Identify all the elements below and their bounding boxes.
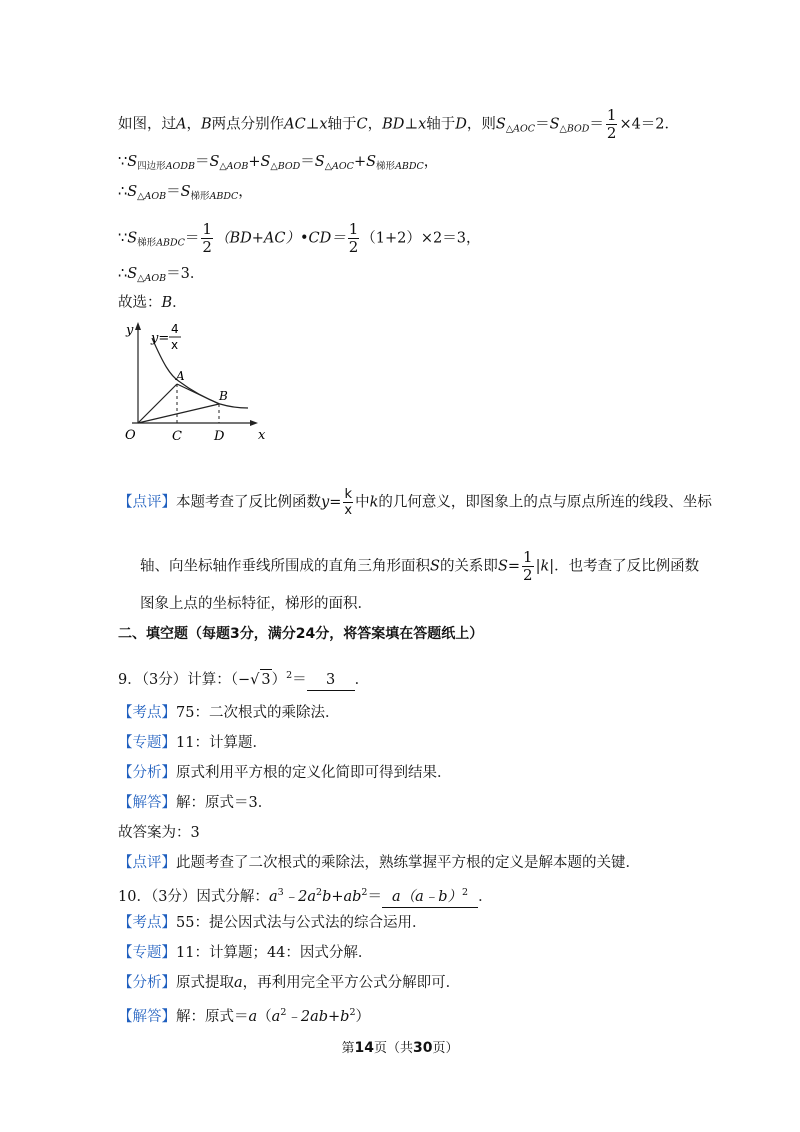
text: 11：计算题；44：因式分解． (176, 945, 373, 961)
var-s: S (314, 154, 325, 170)
numerator: 1 (348, 220, 359, 238)
fraction-k-over-x (343, 488, 353, 517)
tag: 【考点】 (118, 915, 176, 931)
comment-line-1 (118, 488, 712, 517)
q10-jieda (118, 1003, 370, 1027)
tag: 【专题】 (118, 945, 176, 961)
plus: + (248, 154, 261, 170)
point-a-label: A (176, 369, 185, 383)
q9-zhuanti (118, 733, 267, 753)
solution-line-4 (118, 222, 481, 255)
subscript: △AOC (505, 123, 536, 135)
text: ， (367, 116, 383, 133)
q9-fenxi (118, 763, 452, 783)
text: ． (354, 672, 370, 688)
y-axis-arrow (135, 322, 141, 330)
equals: ＝ (300, 154, 315, 170)
var-x: x (418, 116, 427, 133)
numerator: 1 (606, 106, 617, 124)
hyperbola-curve (152, 338, 248, 408)
x-axis-arrow (250, 420, 258, 426)
denominator: 2 (202, 238, 212, 256)
segment-oa (138, 384, 177, 423)
q9-dianping (118, 853, 640, 873)
text: 页（共 (373, 1041, 413, 1056)
expr: ﹣2a (283, 889, 317, 905)
fraction-half (201, 222, 213, 255)
text: ， (423, 154, 439, 170)
expr: b+ab (322, 889, 362, 905)
page-footer (0, 1037, 800, 1056)
question-number: 9．（3分）计算： (118, 672, 231, 688)
segment-ab (177, 384, 219, 404)
var-a: a (271, 1009, 281, 1025)
tag: 【考点】 (118, 705, 176, 721)
exponent: 2 (286, 670, 293, 681)
answer-blank (382, 883, 478, 908)
subscript: △AOB (219, 161, 249, 172)
text: 如图，过 (118, 116, 176, 133)
var-a: A (176, 116, 187, 133)
comment-line-3 (140, 594, 372, 614)
equals: ＝ (367, 889, 382, 905)
expr: ﹣2ab+b (286, 1009, 350, 1025)
text: 轴、向坐标轴作垂线所围成的直角三角形面积 (140, 558, 430, 575)
function-label-lhs: y= (151, 331, 170, 346)
text: ．也考查了反比例函数 (554, 558, 700, 575)
var-a: a (248, 1009, 258, 1025)
text: 轴于 (327, 116, 357, 133)
var-b: B (200, 116, 212, 133)
subscript: 四边形 (137, 161, 166, 172)
q10-kaodian (118, 913, 426, 933)
equals: ＝ (166, 184, 181, 200)
exponent: 2 (361, 887, 368, 898)
text: 75：二次根式的乘除法． (176, 705, 340, 721)
solution-line-3 (118, 182, 253, 207)
exponent: 2 (280, 1007, 287, 1018)
var-s: S (180, 184, 191, 200)
fraction-half (606, 108, 618, 141)
subscript: ABDC (156, 237, 185, 249)
subscript: △AOC (324, 161, 354, 172)
subscript: △AOB (137, 191, 167, 202)
fraction-half (522, 550, 534, 583)
perp-symbol: ⊥ (305, 116, 320, 133)
text: ，再利用完全平方公式分解即可． (242, 975, 461, 991)
var-s: S (127, 266, 138, 282)
text: ． (172, 295, 187, 311)
point-b-label: B (219, 389, 228, 403)
equals: ＝ (535, 116, 550, 133)
tag: 【专题】 (118, 735, 176, 751)
subscript: ABDC (209, 191, 239, 202)
text: ， (238, 184, 253, 200)
equals: ＝ (589, 116, 604, 133)
var-s: S (127, 184, 138, 200)
because-symbol: ∵ (118, 154, 128, 170)
text: ×4＝2． (619, 116, 680, 133)
perp-symbol: ⊥ (404, 116, 419, 133)
text: （ (257, 1009, 272, 1025)
text: 11：计算题． (176, 735, 267, 751)
text: ，则 (466, 116, 496, 133)
denominator: 2 (348, 238, 359, 256)
text: 55：提公因式法与公式法的综合运用． (176, 915, 427, 931)
because-symbol: ∵ (118, 230, 128, 247)
function-label-den: x (171, 338, 179, 352)
solution-line-5 (118, 264, 204, 289)
paren: ） (271, 672, 287, 688)
y-axis-label: y (126, 323, 134, 338)
var-s: S (127, 230, 138, 247)
answer: a（a﹣b） (391, 889, 463, 905)
var-s: S (497, 558, 508, 575)
subscript: AODB (165, 161, 195, 172)
tag: 【解答】 (118, 795, 176, 811)
equals: = (507, 558, 521, 575)
text: 两点分别作 (211, 116, 285, 133)
question-9 (118, 666, 369, 691)
var-x: x (319, 116, 328, 133)
text: 中 (355, 494, 370, 511)
text: 的关系即 (439, 558, 498, 575)
section-heading: 二、填空题（每题3分，满分24分，将答案填在答题纸上） (118, 626, 484, 642)
denominator: 2 (523, 566, 533, 584)
text: ＝3． (166, 266, 205, 282)
question-10 (118, 883, 493, 908)
comment-line-2 (140, 550, 699, 583)
sqrt-symbol: √ (250, 672, 260, 688)
comment-tag: 【点评】 (118, 494, 176, 511)
denominator: 2 (606, 124, 617, 142)
text: （1+2）×2＝3， (361, 230, 481, 247)
subscript: 梯形 (137, 237, 157, 249)
equals: ＝ (292, 672, 307, 688)
var-bd: BD (382, 116, 405, 133)
var-s: S (366, 154, 377, 170)
subscript: △AOB (137, 273, 167, 284)
text: 原式利用平方根的定义化简即可得到结果． (176, 765, 452, 781)
text: 解：原式＝3． (176, 795, 273, 811)
numerator: 1 (202, 220, 212, 238)
var-y: y (321, 494, 330, 511)
exponent: 2 (462, 887, 469, 898)
exponent: 3 (277, 887, 284, 898)
function-label-num: 4 (171, 322, 179, 336)
text: 的几何意义，即图象上的点与原点所连的线段、坐标 (378, 494, 712, 511)
numerator: k (344, 487, 352, 502)
text: ， (186, 116, 201, 133)
text: 本题考查了反比例函数 (176, 494, 321, 511)
paren: （ (230, 672, 238, 688)
var-s: S (495, 116, 506, 133)
exponent: 2 (349, 1007, 356, 1018)
text: 解：原式＝ (176, 1009, 249, 1025)
text: 原式提取 (176, 975, 234, 991)
var-d: D (455, 116, 467, 133)
solution-line-6 (118, 293, 187, 313)
text: 轴于 (426, 116, 456, 133)
total-pages: 30 (413, 1040, 433, 1056)
segment-ob (138, 404, 219, 423)
var-s: S (549, 116, 560, 133)
solution-line-2 (118, 152, 438, 177)
point-d-label: D (214, 429, 225, 444)
subscript: △BOD (270, 161, 301, 172)
text: ） (355, 1009, 370, 1025)
solution-line-1 (118, 108, 679, 141)
q10-zhuanti (118, 943, 372, 963)
denominator: x (344, 503, 353, 518)
q9-kaodian (118, 703, 339, 723)
question-number: 10．（3分）因式分解： (118, 889, 269, 905)
var-s: S (127, 154, 138, 170)
radicand: 3 (260, 669, 271, 690)
origin-label: O (125, 428, 136, 443)
tag: 【分析】 (118, 765, 176, 781)
therefore-symbol: ∴ (118, 184, 128, 200)
subscript: 梯形 (376, 161, 396, 172)
var-s: S (430, 558, 440, 575)
text: 此题考查了二次根式的乘除法，熟练掌握平方根的定义是解本题的关键． (176, 855, 640, 871)
text: 第 (341, 1041, 355, 1056)
tag: 【解答】 (118, 1009, 176, 1025)
equals: ＝ (194, 154, 210, 170)
x-axis-label: x (258, 428, 266, 443)
var-k: k (369, 494, 379, 511)
equals: ＝ (184, 230, 200, 247)
point-c-label: C (172, 429, 182, 444)
subscript: ABDC (395, 161, 424, 172)
numerator: 1 (523, 548, 533, 566)
answer-blank: 3 (307, 670, 355, 691)
text: 故选： (118, 295, 162, 311)
var-s: S (260, 154, 271, 170)
var-c: C (356, 116, 368, 133)
q10-fenxi (118, 973, 460, 993)
expr: a (268, 889, 278, 905)
var-s: S (209, 154, 220, 170)
exponent: 2 (316, 887, 323, 898)
fraction-half (348, 222, 360, 255)
equals: = (329, 494, 342, 511)
q9-jieda (118, 793, 272, 813)
page-number: 14 (354, 1040, 374, 1056)
abs-k: |k| (535, 558, 555, 575)
var-a: a (234, 975, 243, 991)
subscript: 梯形 (190, 191, 210, 202)
plus: + (353, 154, 367, 170)
text: （BD+AC）•CD＝ (214, 230, 346, 247)
answer: B (161, 295, 173, 311)
q9-answer: 故答案为：3 (118, 825, 200, 841)
text: 页） (432, 1041, 459, 1056)
minus: − (237, 672, 251, 688)
therefore-symbol: ∴ (118, 266, 128, 282)
tag: 【分析】 (118, 975, 176, 991)
text: ． (478, 889, 493, 905)
subscript: △BOD (559, 123, 590, 135)
text: 图象上点的坐标特征，梯形的面积． (140, 596, 372, 612)
var-ac: AC (284, 116, 306, 133)
function-graph-figure (118, 318, 278, 448)
tag: 【点评】 (118, 855, 176, 871)
